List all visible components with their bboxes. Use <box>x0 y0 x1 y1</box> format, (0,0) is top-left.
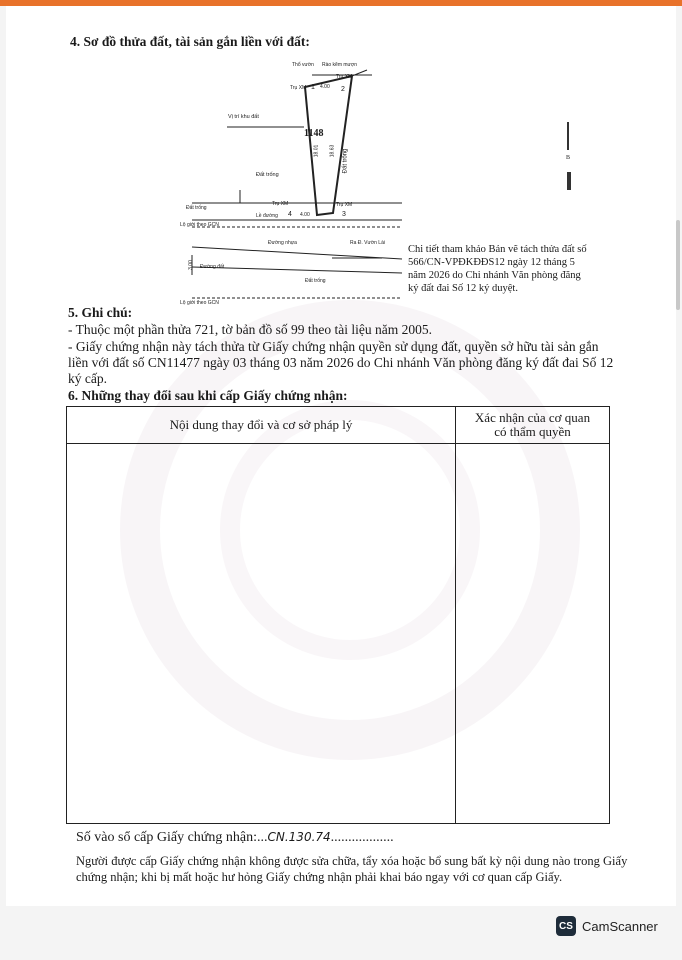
section4-title: 4. Sơ đồ thửa đất, tài sản gắn liền với đất: <box>70 34 310 49</box>
column-header-line: Xác nhận của cơ quan <box>474 410 591 425</box>
map-label-tru-xm: Trụ XM <box>336 74 353 80</box>
footer-notice: Người được cấp Giấy chứng nhận không được sửa chữa, tẩy xóa hoặc bổ sung bất kỳ nội dung nào trong Giấy chứng nhận; khi bị mất hoặc hư hỏng Giấy chứng nhận phải khai báo ngay với cơ quan cấp Giấy. <box>76 854 628 884</box>
registry-number-line <box>76 829 394 846</box>
map-label-dat-trong-left: Đất trống <box>256 172 279 178</box>
table-cell-content <box>67 444 456 824</box>
registry-label: Số vào sổ cấp Giấy chứng nhận:... <box>76 830 268 845</box>
map-point-1: 1 <box>311 84 315 91</box>
note-line-2: - Giấy chứng nhận này tách thửa từ Giấy chứng nhận quyền sử dụng đất, quyền sở hữu tài sản gắn liền với đất số CN11477 ngày 03 tháng 03 năm 2026 do Chi nhánh Văn phòng đăng ký đất đai Số 12 ký cấp. <box>68 339 614 386</box>
margin-label: B <box>566 155 571 161</box>
map-label-lo-gioi-1: Lộ giới theo GCN <box>180 222 219 228</box>
map-label-tho-vuon: Thổ vườn <box>292 62 314 68</box>
column-header-line: có thẩm quyền <box>494 424 571 439</box>
map-label-lo-gioi-2: Lộ giới theo GCN <box>180 300 219 306</box>
map-detail-note: Chi tiết tham khảo Bản vẽ tách thửa đất số 566/CN-VPĐKĐĐS12 ngày 12 tháng 5 năm 2026 do Chi nhánh Văn phòng đăng ký đất đai Số 12 ký duyệt. <box>408 244 587 294</box>
map-dim-bottom: 4.00 <box>300 212 310 218</box>
map-label-dat-trong-bottom: Đất trống <box>305 278 326 284</box>
camscanner-watermark <box>556 916 658 936</box>
map-label-duong-nhua: Đường nhựa <box>268 240 297 246</box>
map-label-dat-trong-left2: Đất trống <box>186 205 207 211</box>
changes-table <box>66 406 610 824</box>
map-parcel-number: 1148 <box>304 128 324 139</box>
map-point-4: 4 <box>288 211 292 218</box>
map-dim-left: 18.01 <box>313 144 320 158</box>
map-label-tru-xm-3: Trụ XM <box>336 202 353 208</box>
registry-dots: .................. <box>330 830 394 845</box>
map-point-3: 3 <box>342 211 346 218</box>
map-label-tru-xm-4: Trụ XM <box>272 201 289 207</box>
margin-mark <box>567 172 571 190</box>
camscanner-logo-icon: CS <box>556 916 576 936</box>
section6-title: 6. Những thay đổi sau khi cấp Giấy chứng nhận: <box>68 388 348 403</box>
camscanner-label: CamScanner <box>582 918 658 934</box>
column-header-content: Nội dung thay đổi và cơ sở pháp lý <box>67 407 456 444</box>
section5-title: 5. Ghi chú: <box>68 305 133 320</box>
map-dim-road: 3.00 <box>187 260 194 270</box>
margin-mark <box>567 122 569 150</box>
parcel-map <box>172 55 412 310</box>
map-label-vi-tri: Vị trí khu đất <box>228 114 259 120</box>
map-dim-right: 18.63 <box>329 144 336 158</box>
map-label-rao-kem: Rào kẽm mượn <box>322 62 357 68</box>
map-label-le-duong: Lề đường <box>256 213 278 219</box>
map-label-tru-xm: Trụ XM <box>290 85 307 91</box>
map-label-ra-vuon-lai: Ra Đ. Vườn Lài <box>350 240 385 246</box>
map-label-dat-trong-right: Đất trống <box>342 148 349 174</box>
map-dim-top: 4.00 <box>320 84 330 90</box>
table-cell-confirmation <box>456 444 610 824</box>
registry-number: CN.130.74 <box>267 830 331 844</box>
map-point-2: 2 <box>341 86 345 93</box>
map-label-duong-dat: Đường đất <box>200 264 225 270</box>
note-line-1: - Thuộc một phần thửa 721, tờ bản đồ số 99 theo tài liệu năm 2005. <box>68 322 433 337</box>
column-header-confirmation <box>456 407 610 444</box>
scrollbar[interactable] <box>676 220 680 310</box>
